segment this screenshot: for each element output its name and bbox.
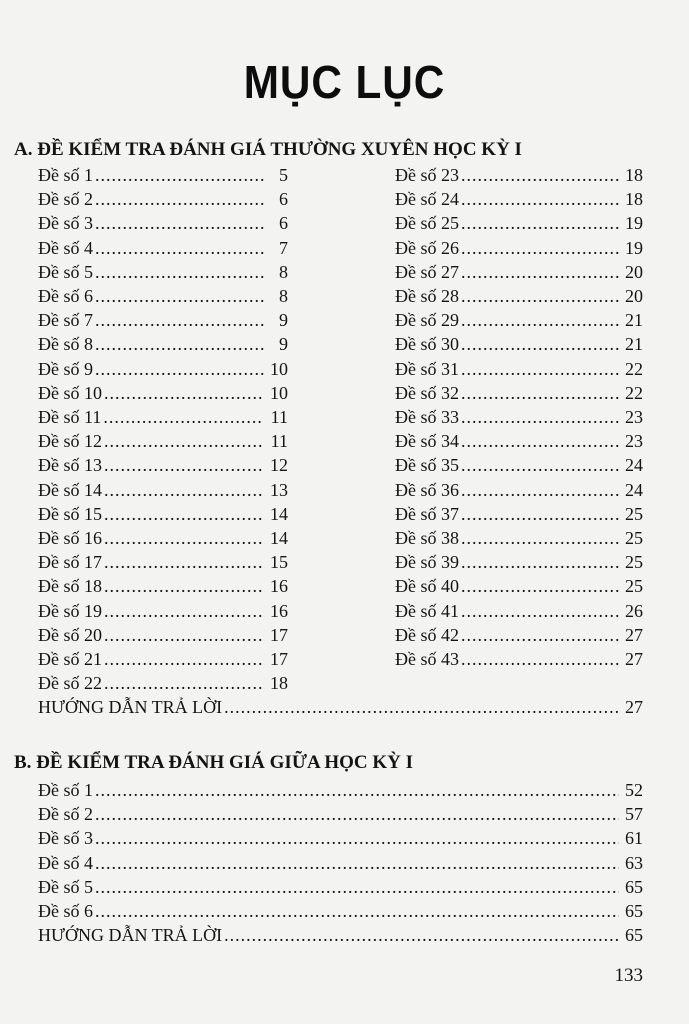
toc-entry-page: 27 — [625, 624, 643, 645]
toc-entry-label: Đề số 23 — [395, 165, 459, 185]
toc-entry-label: Đề số 7 — [38, 310, 93, 331]
toc-entry-page: 13 — [270, 479, 288, 500]
dot-leader — [461, 381, 619, 405]
toc-entry-label: Đề số 21 — [38, 649, 102, 669]
toc-entry — [38, 574, 288, 598]
toc-entry — [38, 502, 288, 526]
toc-entry-label: Đề số 34 — [395, 431, 459, 452]
toc-entry-page: 14 — [270, 528, 288, 548]
toc-entry-page: 23 — [625, 407, 643, 427]
toc-entry-page: 17 — [270, 624, 288, 645]
dot-leader — [95, 163, 264, 187]
toc-entry-label: Đề số 8 — [38, 334, 93, 355]
dot-leader — [461, 260, 619, 284]
toc-entry — [395, 260, 643, 284]
dot-leader — [461, 526, 619, 550]
toc-entry — [38, 284, 288, 308]
toc-entry-label: Đề số 42 — [395, 624, 459, 645]
toc-entry-page: 24 — [625, 455, 643, 476]
toc-entry-page: 26 — [625, 600, 643, 621]
dot-leader — [461, 453, 619, 477]
dot-leader — [95, 899, 619, 923]
dot-leader — [104, 671, 264, 695]
toc-entry-page: 65 — [625, 925, 643, 946]
toc-entry-label: Đề số 5 — [38, 876, 93, 897]
dot-leader — [461, 647, 619, 671]
toc-entry-label: Đề số 4 — [38, 852, 93, 873]
dot-leader — [224, 695, 619, 719]
toc-entry-label: Đề số 2 — [38, 189, 93, 210]
toc-entry-label: Đề số 28 — [395, 286, 459, 306]
toc-entry-label: Đề số 6 — [38, 286, 93, 306]
toc-entry-page: 8 — [279, 286, 288, 306]
dot-leader — [461, 308, 619, 332]
dot-leader — [104, 429, 264, 453]
toc-entry-page: 17 — [270, 649, 288, 669]
toc-entry — [395, 478, 643, 502]
toc-entry-label: Đề số 1 — [38, 165, 93, 185]
toc-entry-label: Đề số 41 — [395, 600, 459, 621]
toc-entry — [38, 381, 288, 405]
dot-leader — [104, 647, 264, 671]
toc-entry — [395, 405, 643, 429]
toc-entry-label: Đề số 38 — [395, 528, 459, 548]
toc-entry-label: Đề số 43 — [395, 649, 459, 669]
toc-entry-label: Đề số 18 — [38, 576, 102, 597]
toc-entry-page: 25 — [625, 503, 643, 524]
toc-entry-label: HƯỚNG DẪN TRẢ LỜI — [38, 697, 223, 718]
toc-entry — [395, 502, 643, 526]
dot-leader — [95, 826, 619, 850]
dot-leader — [461, 599, 619, 623]
toc-entry-label: Đề số 37 — [395, 503, 459, 524]
dot-leader — [95, 357, 264, 381]
toc-entry — [38, 647, 288, 671]
toc-entry-label: Đề số 25 — [395, 213, 459, 234]
toc-entry — [38, 429, 288, 453]
toc-entry-label: Đề số 3 — [38, 213, 93, 234]
dot-leader — [104, 453, 264, 477]
toc-entry — [38, 695, 643, 719]
toc-entry — [395, 623, 643, 647]
dot-leader — [95, 187, 264, 211]
toc-entry-page: 18 — [625, 165, 643, 185]
toc-entry — [395, 163, 643, 187]
toc-entry-label: Đề số 19 — [38, 600, 102, 621]
dot-leader — [461, 478, 619, 502]
toc-entry-label: Đề số 39 — [395, 552, 459, 573]
toc-entry-label: Đề số 20 — [38, 624, 102, 645]
toc-entry-label: Đề số 27 — [395, 261, 459, 282]
dot-leader — [461, 332, 619, 356]
toc-entry — [395, 647, 643, 671]
dot-leader — [461, 429, 619, 453]
toc-entry-page: 18 — [270, 673, 288, 694]
toc-entry-page: 6 — [279, 189, 288, 210]
toc-entry — [38, 826, 643, 850]
toc-entry-page: 25 — [625, 552, 643, 573]
toc-entry-label: Đề số 5 — [38, 261, 93, 282]
dot-leader — [461, 284, 619, 308]
toc-entry — [395, 550, 643, 574]
toc-entry — [395, 236, 643, 260]
toc-entry-label: Đề số 24 — [395, 189, 459, 210]
toc-entry — [38, 332, 288, 356]
toc-entry-page: 65 — [625, 876, 643, 897]
toc-entry — [38, 478, 288, 502]
toc-entry-label: Đề số 36 — [395, 479, 459, 500]
toc-entry-label: Đề số 14 — [38, 479, 102, 500]
toc-entry-page: 20 — [625, 286, 643, 306]
section-b-heading: B. ĐỀ KIỂM TRA ĐÁNH GIÁ GIỮA HỌC KỲ I — [14, 752, 414, 773]
toc-entry-page: 22 — [625, 358, 643, 379]
dot-leader — [95, 332, 264, 356]
toc-entry-page: 10 — [270, 382, 288, 403]
toc-entry — [38, 405, 288, 429]
toc-entry-label: Đề số 11 — [38, 407, 102, 427]
toc-entry — [395, 526, 643, 550]
dot-leader — [461, 357, 619, 381]
toc-entry-page: 10 — [270, 358, 288, 379]
toc-entry — [38, 802, 643, 826]
toc-entry-label: Đề số 22 — [38, 673, 102, 694]
dot-leader — [95, 284, 264, 308]
dot-leader — [104, 550, 264, 574]
toc-entry-page: 52 — [625, 780, 643, 800]
toc-entry — [38, 875, 643, 899]
toc-entry — [38, 671, 288, 695]
toc-entry-page: 18 — [625, 189, 643, 210]
toc-entry-label: Đề số 6 — [38, 901, 93, 921]
dot-leader — [461, 623, 619, 647]
dot-leader — [461, 163, 619, 187]
toc-entry-label: Đề số 2 — [38, 804, 93, 825]
toc-entry-page: 21 — [625, 334, 643, 355]
toc-entry — [38, 211, 288, 235]
toc-entry-label: HƯỚNG DẪN TRẢ LỜI — [38, 925, 223, 946]
dot-leader — [224, 923, 619, 947]
toc-entry — [38, 308, 288, 332]
toc-entry-label: Đề số 13 — [38, 455, 102, 476]
toc-entry — [395, 187, 643, 211]
toc-entry-page: 16 — [270, 600, 288, 621]
toc-entry-label: Đề số 4 — [38, 237, 93, 258]
toc-entry-page: 14 — [270, 503, 288, 524]
dot-leader — [461, 405, 619, 429]
toc-entry-page: 16 — [270, 576, 288, 597]
dot-leader — [461, 211, 619, 235]
toc-entry — [38, 778, 643, 802]
dot-leader — [95, 875, 619, 899]
dot-leader — [95, 211, 264, 235]
toc-entry — [395, 332, 643, 356]
toc-entry-label: Đề số 26 — [395, 237, 459, 258]
toc-entry-label: Đề số 17 — [38, 552, 102, 573]
toc-entry-label: Đề số 33 — [395, 407, 459, 427]
page-number: 133 — [614, 965, 643, 986]
toc-entry — [38, 623, 288, 647]
toc-entry-page: 25 — [625, 528, 643, 548]
dot-leader — [95, 308, 264, 332]
dot-leader — [461, 502, 619, 526]
toc-entry — [38, 236, 288, 260]
toc-entry — [38, 599, 288, 623]
toc-entry-label: Đề số 35 — [395, 455, 459, 476]
dot-leader — [461, 550, 619, 574]
toc-entry-label: Đề số 31 — [395, 358, 459, 379]
toc-entry — [38, 357, 288, 381]
toc-entry — [38, 923, 643, 947]
toc-entry-page: 57 — [625, 804, 643, 825]
toc-entry-page: 11 — [270, 431, 288, 452]
dot-leader — [95, 778, 619, 802]
toc-entry — [395, 574, 643, 598]
dot-leader — [95, 802, 619, 826]
toc-entry-page: 27 — [625, 649, 643, 669]
toc-entry-label: Đề số 9 — [38, 358, 93, 379]
toc-entry-page: 27 — [625, 697, 643, 718]
toc-entry-label: Đề số 10 — [38, 382, 102, 403]
toc-entry-label: Đề số 12 — [38, 431, 102, 452]
toc-entry-label: Đề số 1 — [38, 780, 93, 800]
dot-leader — [103, 405, 264, 429]
dot-leader — [95, 236, 264, 260]
dot-leader — [104, 381, 264, 405]
toc-entry-label: Đề số 30 — [395, 334, 459, 355]
toc-entry-page: 19 — [625, 237, 643, 258]
dot-leader — [104, 478, 264, 502]
toc-entry-page: 12 — [270, 455, 288, 476]
toc-entry-label: Đề số 15 — [38, 503, 102, 524]
toc-entry — [395, 599, 643, 623]
toc-entry-page: 22 — [625, 382, 643, 403]
toc-entry-page: 8 — [279, 261, 288, 282]
toc-entry — [38, 187, 288, 211]
dot-leader — [104, 599, 264, 623]
toc-entry — [395, 381, 643, 405]
toc-entry-page: 9 — [279, 334, 288, 355]
toc-entry — [395, 453, 643, 477]
toc-entry — [38, 550, 288, 574]
toc-entry-page: 21 — [625, 310, 643, 331]
toc-entry-page: 63 — [625, 852, 643, 873]
toc-entry-label: Đề số 32 — [395, 382, 459, 403]
toc-entry-page: 15 — [270, 552, 288, 573]
dot-leader — [104, 574, 264, 598]
toc-entry-label: Đề số 40 — [395, 576, 459, 597]
toc-entry-label: Đề số 3 — [38, 828, 93, 849]
toc-entry — [38, 851, 643, 875]
dot-leader — [461, 236, 619, 260]
toc-entry-page: 24 — [625, 479, 643, 500]
toc-entry — [38, 163, 288, 187]
toc-entry-page: 25 — [625, 576, 643, 597]
toc-entry-page: 11 — [270, 407, 288, 427]
toc-entry-page: 23 — [625, 431, 643, 452]
dot-leader — [104, 526, 264, 550]
toc-entry-page: 19 — [625, 213, 643, 234]
toc-entry — [38, 453, 288, 477]
toc-entry — [38, 260, 288, 284]
toc-entry — [395, 357, 643, 381]
toc-entry-page: 65 — [625, 901, 643, 921]
toc-entry-page: 9 — [279, 310, 288, 331]
toc-entry — [395, 284, 643, 308]
toc-entry — [395, 308, 643, 332]
toc-entry-label: Đề số 29 — [395, 310, 459, 331]
toc-entry-page: 5 — [279, 165, 288, 185]
toc-entry — [395, 429, 643, 453]
dot-leader — [95, 851, 619, 875]
page-title: MỤC LỤC — [243, 56, 446, 108]
dot-leader — [104, 502, 264, 526]
section-a-heading: A. ĐỀ KIỂM TRA ĐÁNH GIÁ THƯỜNG XUYÊN HỌC KỲ I — [14, 139, 522, 160]
toc-entry — [38, 899, 643, 923]
dot-leader — [461, 187, 619, 211]
dot-leader — [461, 574, 619, 598]
toc-entry-label: Đề số 16 — [38, 528, 102, 548]
dot-leader — [104, 623, 264, 647]
dot-leader — [95, 260, 264, 284]
toc-entry — [395, 211, 643, 235]
toc-entry-page: 20 — [625, 261, 643, 282]
toc-entry-page: 7 — [279, 237, 288, 258]
toc-entry-page: 6 — [279, 213, 288, 234]
toc-entry-page: 61 — [625, 828, 643, 849]
toc-entry — [38, 526, 288, 550]
